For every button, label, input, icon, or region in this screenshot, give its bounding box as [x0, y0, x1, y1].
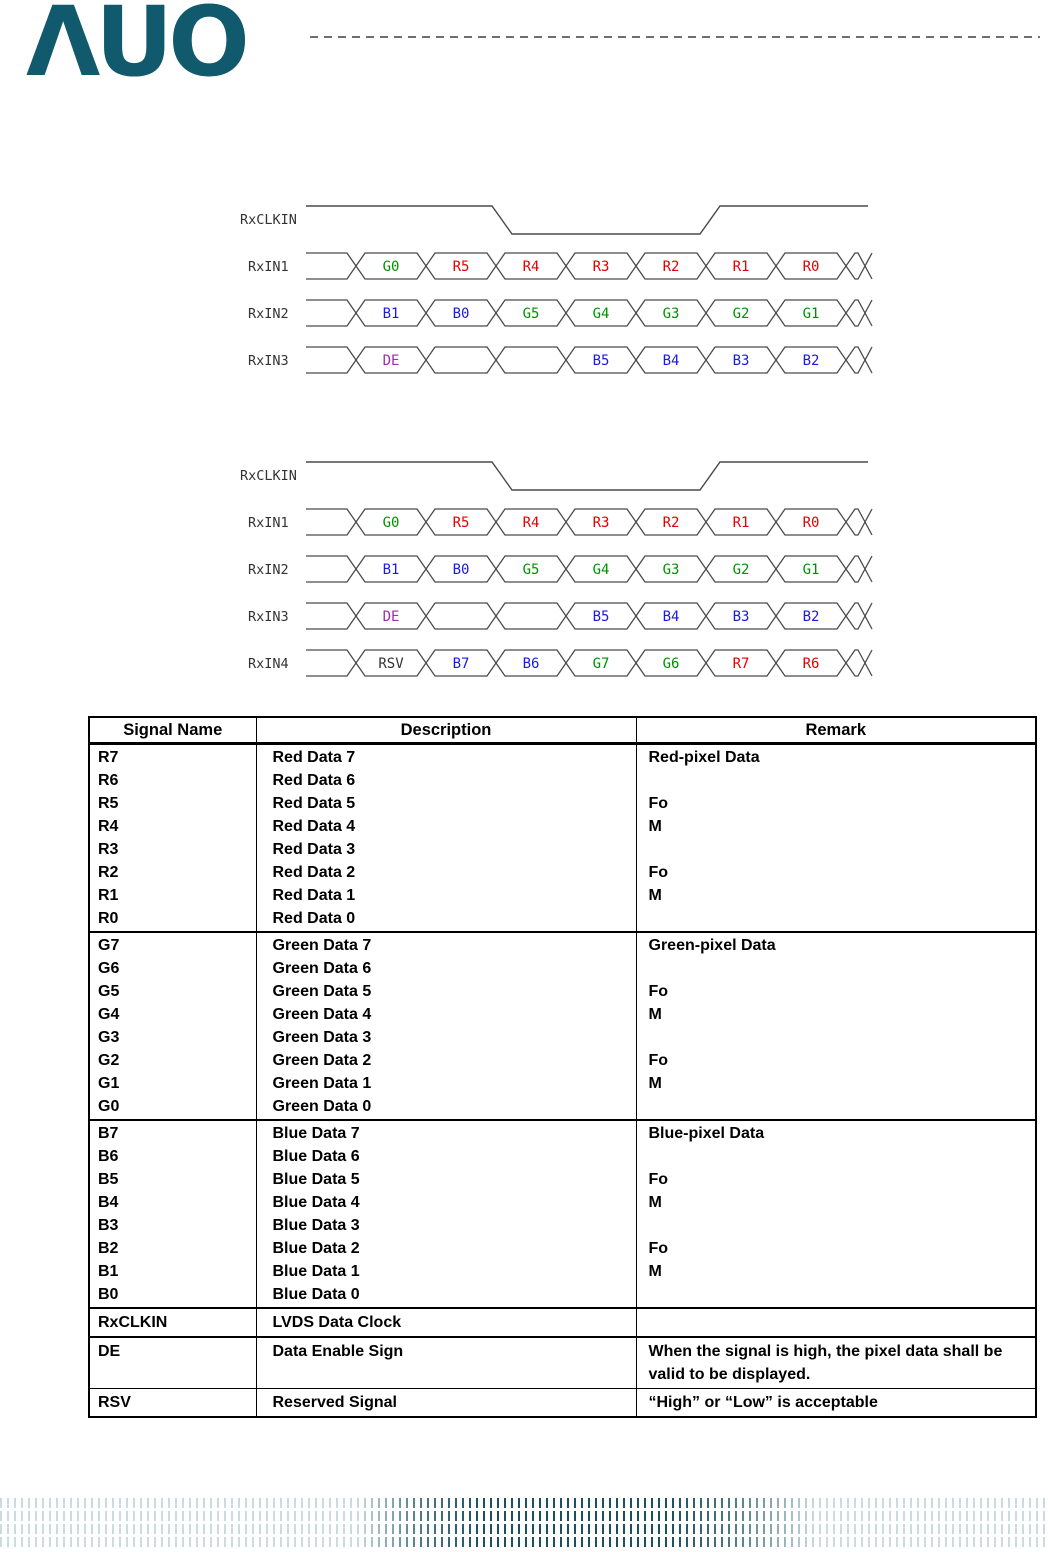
clock-waveform — [306, 462, 868, 490]
bus-cell-label: B0 — [452, 306, 470, 322]
description-line: Green Data 0 — [272, 1098, 372, 1115]
description-line: Reserved Signal — [272, 1394, 397, 1411]
remark-line: Green-pixel Data — [648, 937, 776, 954]
remark-line — [649, 907, 1030, 930]
lane-label: RxIN2 — [248, 562, 289, 578]
remark-line — [649, 957, 1030, 980]
bus-cell-label: B1 — [382, 306, 400, 322]
bus-cell-label: G3 — [662, 306, 680, 322]
signal-line: R3 — [98, 841, 119, 858]
remark-line: Fo — [648, 1240, 669, 1257]
signal-line: R0 — [98, 910, 119, 927]
signal-line: B1 — [98, 1263, 119, 1280]
signal-line: G7 — [98, 937, 120, 954]
description-line: Blue Data 6 — [272, 1148, 360, 1165]
column-header: Remark — [636, 717, 1036, 744]
signal-row — [89, 1337, 1036, 1389]
description-cell — [256, 1389, 636, 1418]
lane-label: RxIN1 — [248, 259, 289, 275]
bus-cell-label: G4 — [592, 306, 610, 322]
description-line: Blue Data 2 — [272, 1240, 360, 1257]
bus-cell-label: B7 — [452, 656, 470, 672]
clock-label: RxCLKIN — [240, 212, 297, 228]
column-header: Description — [256, 717, 636, 744]
remark-line: Red-pixel Data — [648, 749, 760, 766]
signal-line: B6 — [98, 1148, 119, 1165]
remark-line: M — [648, 818, 662, 835]
bus-cell-label: G0 — [382, 515, 400, 531]
remark-line — [649, 1095, 1030, 1118]
description-line: Green Data 3 — [272, 1029, 372, 1046]
description-line: Blue Data 7 — [272, 1125, 360, 1142]
signal-cell — [89, 1308, 256, 1337]
signal-line: R5 — [98, 795, 119, 812]
bus-cell-label: B5 — [592, 353, 610, 369]
signal-line: G3 — [98, 1029, 120, 1046]
description-line: LVDS Data Clock — [272, 1314, 402, 1331]
description-line: Blue Data 1 — [272, 1263, 360, 1280]
description-line: Red Data 5 — [272, 795, 356, 812]
bus-cell-label: B5 — [592, 609, 610, 625]
signal-line: R7 — [98, 749, 119, 766]
clock-label: RxCLKIN — [240, 468, 297, 484]
signal-line: R1 — [98, 887, 119, 904]
signal-cell — [89, 1120, 256, 1308]
lane-label: RxIN3 — [248, 609, 289, 625]
bus-cell-label: G2 — [732, 562, 750, 578]
signal-line: R6 — [98, 772, 119, 789]
remark-cell — [636, 932, 1036, 1120]
bus-cell-label: G3 — [662, 562, 680, 578]
signal-line: RSV — [98, 1394, 131, 1411]
bus-cell-label: G5 — [522, 562, 540, 578]
bus-cell-label: G5 — [522, 306, 540, 322]
bus-cell-label: G6 — [662, 656, 680, 672]
signal-line: R2 — [98, 864, 119, 881]
signal-group-row — [89, 1120, 1036, 1308]
tick-row — [0, 1511, 1048, 1521]
bus-cell-label: B0 — [452, 562, 470, 578]
bus-cell-label: B3 — [732, 609, 750, 625]
bus-cell-label: R0 — [802, 259, 820, 275]
description-line: Data Enable Sign — [272, 1343, 404, 1360]
lvds-timing-diagram-2 — [228, 452, 878, 689]
description-line: Red Data 3 — [272, 841, 356, 858]
tick-row — [0, 1524, 1048, 1534]
description-line: Blue Data 0 — [272, 1286, 360, 1303]
bus-cell-label: R5 — [452, 259, 470, 275]
remark-line — [649, 769, 1030, 792]
lane-label: RxIN4 — [248, 656, 289, 672]
remark-cell — [636, 1389, 1036, 1418]
description-line: Red Data 7 — [272, 749, 356, 766]
bottom-tick-pattern — [0, 1498, 1048, 1550]
remark-cell — [636, 744, 1036, 933]
lane-label: RxIN2 — [248, 306, 289, 322]
bus-cell-label: R1 — [732, 515, 750, 531]
description-cell — [256, 932, 636, 1120]
signal-line: R4 — [98, 818, 119, 835]
remark-cell — [636, 1120, 1036, 1308]
header-dashed-divider — [310, 36, 1040, 38]
bus-cell-label: R2 — [662, 259, 680, 275]
remark-line: When the signal is high, the pixel data shall be valid to be displayed. — [648, 1343, 1003, 1383]
bus-cell-label: B2 — [802, 353, 820, 369]
header-row — [89, 717, 1036, 744]
bus-cell-label: R3 — [592, 515, 610, 531]
remark-line: Blue-pixel Data — [648, 1125, 765, 1142]
signal-line: G6 — [98, 960, 120, 977]
description-line: Green Data 7 — [272, 937, 372, 954]
remark-line — [649, 1145, 1030, 1168]
bus-cell-label: DE — [382, 609, 400, 625]
remark-line — [649, 838, 1030, 861]
bus-cell-label: R1 — [732, 259, 750, 275]
remark-line: M — [648, 1263, 662, 1280]
description-line: Red Data 2 — [272, 864, 356, 881]
clock-waveform — [306, 206, 868, 234]
remark-line — [649, 1214, 1030, 1237]
signal-cell — [89, 932, 256, 1120]
bus-cell-label: RSV — [378, 656, 404, 672]
signal-group-row — [89, 744, 1036, 933]
description-line: Red Data 1 — [272, 887, 356, 904]
description-line: Green Data 1 — [272, 1075, 372, 1092]
remark-line: M — [648, 887, 662, 904]
remark-line: Fo — [648, 983, 669, 1000]
auo-logo: ΛUO — [26, 0, 245, 98]
bus-cell-label: B4 — [662, 353, 680, 369]
remark-line — [649, 1026, 1030, 1049]
signal-cell — [89, 744, 256, 933]
description-line: Green Data 4 — [272, 1006, 372, 1023]
description-line: Blue Data 4 — [272, 1194, 360, 1211]
bus-cell-label: DE — [382, 353, 400, 369]
description-line: Blue Data 5 — [272, 1171, 360, 1188]
signal-line: B7 — [98, 1125, 119, 1142]
description-line: Red Data 6 — [272, 772, 356, 789]
remark-line: M — [648, 1194, 662, 1211]
signal-line: G4 — [98, 1006, 120, 1023]
bus-cell-label: G0 — [382, 259, 400, 275]
remark-line: M — [648, 1075, 662, 1092]
description-cell — [256, 1120, 636, 1308]
description-line: Red Data 0 — [272, 910, 356, 927]
signal-cell — [89, 1337, 256, 1389]
description-line: Blue Data 3 — [272, 1217, 360, 1234]
signal-line: G0 — [98, 1098, 120, 1115]
remark-line — [649, 1310, 1030, 1335]
bus-cell-label: R4 — [522, 259, 540, 275]
bus-cell-label: R0 — [802, 515, 820, 531]
signal-row — [89, 1389, 1036, 1418]
bus-cell-label: R4 — [522, 515, 540, 531]
bus-cell-label: B3 — [732, 353, 750, 369]
bus-cell-label: G2 — [732, 306, 750, 322]
signal-group-row — [89, 932, 1036, 1120]
description-cell — [256, 744, 636, 933]
signal-line: DE — [98, 1343, 121, 1360]
signal-line: G1 — [98, 1075, 120, 1092]
bus-cell-label: G7 — [592, 656, 610, 672]
bus-cell-label: B4 — [662, 609, 680, 625]
remark-line: Fo — [648, 1171, 669, 1188]
signal-line: B5 — [98, 1171, 119, 1188]
description-line: Green Data 5 — [272, 983, 372, 1000]
bus-cell-label: G4 — [592, 562, 610, 578]
remark-cell — [636, 1337, 1036, 1389]
signal-line: B3 — [98, 1217, 119, 1234]
timing-waveform-svg — [228, 196, 878, 381]
remark-cell — [636, 1308, 1036, 1337]
bus-cell-label: G1 — [802, 306, 820, 322]
remark-line — [649, 1283, 1030, 1306]
signal-line: B4 — [98, 1194, 119, 1211]
signal-table — [88, 716, 1037, 1418]
description-cell — [256, 1308, 636, 1337]
signal-line: B2 — [98, 1240, 119, 1257]
description-line: Red Data 4 — [272, 818, 356, 835]
signal-table-body — [89, 744, 1036, 1418]
bus-cell-label: R2 — [662, 515, 680, 531]
remark-line: Fo — [648, 795, 669, 812]
lvds-timing-diagram-1 — [228, 196, 878, 386]
signal-cell — [89, 1389, 256, 1418]
signal-line: RxCLKIN — [98, 1314, 168, 1331]
remark-line: “High” or “Low” is acceptable — [648, 1394, 878, 1411]
lane-label: RxIN3 — [248, 353, 289, 369]
timing-waveform-svg — [228, 452, 878, 684]
description-line: Green Data 2 — [272, 1052, 372, 1069]
signal-table-header — [89, 717, 1036, 744]
bus-cell-label: B2 — [802, 609, 820, 625]
signal-line: G5 — [98, 983, 120, 1000]
bus-cell-label: R3 — [592, 259, 610, 275]
bus-cell-label: G1 — [802, 562, 820, 578]
bus-cell-label: R6 — [802, 656, 820, 672]
bus-cell-label: B6 — [522, 656, 540, 672]
remark-line: Fo — [648, 864, 669, 881]
description-cell — [256, 1337, 636, 1389]
signal-row — [89, 1308, 1036, 1337]
tick-row — [0, 1537, 1048, 1547]
tick-row — [0, 1498, 1048, 1508]
description-line: Green Data 6 — [272, 960, 372, 977]
column-header: Signal Name — [89, 717, 256, 744]
bus-cell-label: R7 — [732, 656, 750, 672]
signal-line: B0 — [98, 1286, 119, 1303]
lane-label: RxIN1 — [248, 515, 289, 531]
remark-line: M — [648, 1006, 662, 1023]
bus-cell-label: R5 — [452, 515, 470, 531]
signal-line: G2 — [98, 1052, 120, 1069]
bus-cell-label: B1 — [382, 562, 400, 578]
remark-line: Fo — [648, 1052, 669, 1069]
